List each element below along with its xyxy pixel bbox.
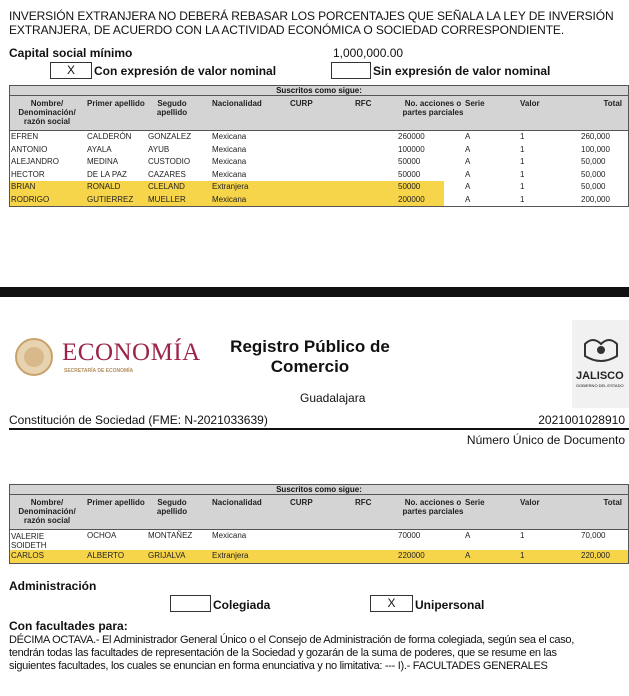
column-header: Serie bbox=[465, 498, 485, 507]
cell-nac: Mexicana bbox=[212, 194, 247, 204]
cell-valor: 1 bbox=[520, 132, 525, 141]
capital-value: 1,000,000.00 bbox=[333, 46, 404, 60]
cell-acc: 200000 bbox=[398, 194, 425, 204]
column-header: Valor bbox=[520, 99, 540, 108]
cell-valor: 1 bbox=[520, 551, 525, 560]
table-row bbox=[10, 144, 628, 157]
coat-of-arms-icon bbox=[14, 337, 54, 377]
column-header: No. acciones o partes parciales bbox=[402, 498, 464, 516]
cell-total: 50,000 bbox=[581, 169, 606, 179]
doc-type: Constitución de Sociedad (FME: N-2021033639) bbox=[9, 413, 268, 427]
cell-valor: 1 bbox=[520, 194, 525, 204]
page-divider bbox=[0, 287, 629, 297]
column-header: Nacionalidad bbox=[212, 99, 262, 108]
cell-nac: Extranjera bbox=[212, 182, 249, 191]
cell-nombre: CARLOS bbox=[11, 551, 44, 560]
cell-ap1: DE LA PAZ bbox=[87, 169, 127, 179]
cell-acc: 220000 bbox=[398, 551, 425, 560]
cell-ap1: AYALA bbox=[87, 144, 112, 154]
cell-ap1: OCHOA bbox=[87, 531, 117, 540]
doc-number: 2021001028910 bbox=[538, 413, 625, 427]
cell-serie: A bbox=[465, 551, 471, 560]
cell-total: 220,000 bbox=[581, 551, 610, 560]
cell-ap2: CAZARES bbox=[148, 169, 186, 179]
cell-nac: Extranjera bbox=[212, 551, 249, 560]
cell-nombre: EFREN bbox=[11, 132, 39, 141]
doc-number-label: Número Único de Documento bbox=[466, 433, 625, 447]
cell-acc: 50000 bbox=[398, 157, 421, 166]
cell-ap1: GUTIERREZ bbox=[87, 194, 134, 204]
cell-valor: 1 bbox=[520, 157, 525, 166]
cell-total: 50,000 bbox=[581, 182, 606, 191]
table-caption: Suscritos como sigue: bbox=[10, 485, 628, 495]
cell-ap2: GONZALEZ bbox=[148, 132, 192, 141]
table-caption: Suscritos como sigue: bbox=[10, 86, 628, 96]
column-header: CURP bbox=[290, 498, 313, 507]
capital-label: Capital social mínimo bbox=[9, 46, 133, 60]
unipersonal-checkbox[interactable]: X bbox=[370, 595, 413, 612]
colegiada-label: Colegiada bbox=[213, 598, 271, 612]
unipersonal-label: Unipersonal bbox=[415, 598, 485, 612]
cell-nombre: ANTONIO bbox=[11, 144, 48, 154]
cell-ap2: AYUB bbox=[148, 144, 170, 154]
cell-acc: 260000 bbox=[398, 132, 425, 141]
cell-nac: Mexicana bbox=[212, 531, 247, 540]
nominal-checkbox[interactable]: X bbox=[50, 62, 92, 79]
column-header: RFC bbox=[355, 99, 372, 108]
column-header: Valor bbox=[520, 498, 540, 507]
city: Guadalajara bbox=[300, 391, 366, 405]
cell-nac: Mexicana bbox=[212, 144, 247, 154]
cell-valor: 1 bbox=[520, 531, 525, 540]
cell-acc: 100000 bbox=[398, 144, 425, 154]
column-header: Primer apellido bbox=[87, 99, 145, 108]
column-header: Primer apellido bbox=[87, 498, 145, 507]
cell-ap2: MUELLER bbox=[148, 194, 186, 204]
cell-nombre: VALERIE SOIDETH bbox=[11, 532, 47, 550]
header-rule bbox=[9, 428, 629, 430]
page-title: Registro Público de Comercio bbox=[230, 337, 390, 376]
column-header: Serie bbox=[465, 99, 485, 108]
notice: INVERSIÓN EXTRANJERA NO DEBERÁ REBASAR LOS PORCENTAJES QUE SEÑALA LA LEY DE INVERSIÓN EXTRANJERA, DE ACUERDO CON LA ACTIVIDAD ECONÓMICA O SOCIEDAD CORRESPONDIENTE. bbox=[9, 9, 614, 37]
column-header: Nacionalidad bbox=[212, 498, 262, 507]
column-header: Total bbox=[603, 99, 622, 108]
cell-ap1: MEDINA bbox=[87, 157, 119, 166]
cell-acc: 70000 bbox=[398, 531, 421, 540]
nominal-label: Con expresión de valor nominal bbox=[94, 64, 277, 78]
cell-serie: A bbox=[465, 194, 471, 204]
table-row bbox=[10, 181, 628, 194]
cell-valor: 1 bbox=[520, 169, 525, 179]
cell-total: 260,000 bbox=[581, 132, 610, 141]
cell-ap1: RONALD bbox=[87, 182, 121, 191]
cell-valor: 1 bbox=[520, 144, 525, 154]
table-row bbox=[10, 131, 628, 144]
cell-nombre: ALEJANDRO bbox=[11, 157, 60, 166]
cell-nac: Mexicana bbox=[212, 132, 247, 141]
table-row bbox=[10, 156, 628, 169]
cell-serie: A bbox=[465, 182, 471, 191]
facultades-title: Con facultades para: bbox=[9, 619, 128, 633]
cell-serie: A bbox=[465, 169, 471, 179]
column-header: RFC bbox=[355, 498, 372, 507]
table-row bbox=[10, 194, 628, 207]
cell-ap2: GRIJALVA bbox=[148, 551, 186, 560]
cell-ap2: CUSTODIO bbox=[148, 157, 191, 166]
column-header: Segudo apellido bbox=[156, 498, 188, 516]
no-nominal-checkbox[interactable] bbox=[331, 62, 371, 79]
cell-valor: 1 bbox=[520, 182, 525, 191]
shareholders-table-1 bbox=[9, 85, 629, 207]
cell-acc: 50000 bbox=[398, 182, 421, 191]
column-header: Nombre/ Denominación/ razón social bbox=[18, 99, 76, 126]
admin-title: Administración bbox=[9, 579, 97, 593]
cell-ap2: CLELAND bbox=[148, 182, 185, 191]
column-header: Nombre/ Denominación/ razón social bbox=[18, 498, 76, 525]
cell-nombre: RODRIGO bbox=[11, 194, 50, 204]
shareholders-table-2 bbox=[9, 484, 629, 564]
cell-ap1: CALDERÓN bbox=[87, 132, 132, 141]
cell-serie: A bbox=[465, 157, 471, 166]
cell-ap1: ALBERTO bbox=[87, 551, 125, 560]
cell-nac: Mexicana bbox=[212, 157, 247, 166]
colegiada-checkbox[interactable] bbox=[170, 595, 211, 612]
cell-total: 100,000 bbox=[581, 144, 610, 154]
cell-ap2: MONTAÑEZ bbox=[148, 531, 193, 540]
jalisco-shield-icon bbox=[581, 336, 621, 366]
table-row bbox=[10, 169, 628, 182]
table-row bbox=[10, 550, 628, 563]
no-nominal-label: Sin expresión de valor nominal bbox=[373, 64, 551, 78]
cell-serie: A bbox=[465, 132, 471, 141]
cell-total: 200,000 bbox=[581, 194, 610, 204]
cell-total: 70,000 bbox=[581, 531, 606, 540]
column-header: Total bbox=[603, 498, 622, 507]
cell-nombre: HECTOR bbox=[11, 169, 45, 179]
economia-logo: ECONOMÍA SECRETARÍA DE ECONOMÍA bbox=[14, 337, 214, 377]
cell-serie: A bbox=[465, 144, 471, 154]
cell-total: 50,000 bbox=[581, 157, 606, 166]
cell-nombre: BRIAN bbox=[11, 182, 36, 191]
column-header: No. acciones o partes parciales bbox=[402, 99, 464, 117]
cell-nac: Mexicana bbox=[212, 169, 247, 179]
cell-serie: A bbox=[465, 531, 471, 540]
cell-acc: 50000 bbox=[398, 169, 421, 179]
table-row bbox=[10, 530, 628, 550]
facultades-text: DÉCIMA OCTAVA.- El Administrador General Único o el Consejo de Administración de forma colegiada, según sea el caso, tendrán todas las facultades de representación de la Sociedad y gozarán de la suma de poderes, que se resume en las siguientes facultades, los cuales se enuncian en forma enunciativa y no limitativa: --- I).- FACULTADES GENERALES bbox=[9, 634, 574, 672]
jalisco-logo: JALISCO GOBIERNO DEL ESTADO bbox=[572, 320, 629, 408]
column-header: Segudo apellido bbox=[156, 99, 188, 117]
column-header: CURP bbox=[290, 99, 313, 108]
